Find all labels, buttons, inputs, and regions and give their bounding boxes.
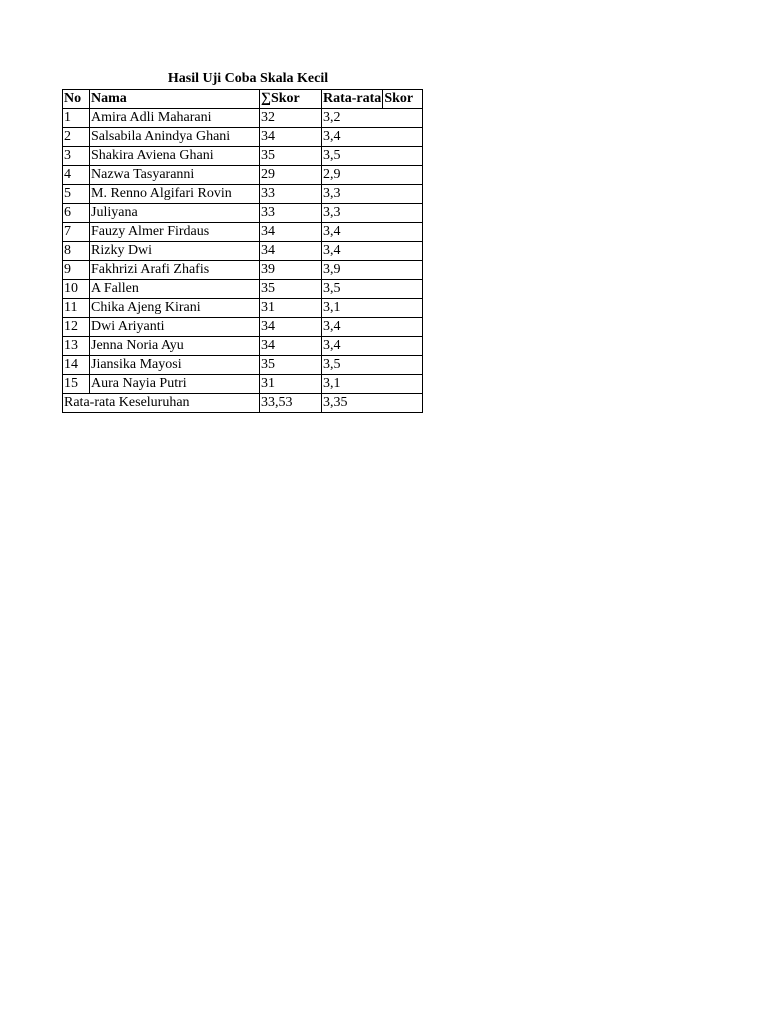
table-row <box>63 147 423 166</box>
row-no: 9 <box>63 261 90 280</box>
row-nama: A Fallen <box>90 280 260 299</box>
row-rata-rata: 3,4 <box>322 242 383 261</box>
table-row <box>63 185 423 204</box>
header-sum-skor: ∑Skor <box>260 90 322 109</box>
row-nama: Aura Nayia Putri <box>90 375 260 394</box>
row-rata-rata: 3,4 <box>322 223 383 242</box>
row-skor-empty <box>383 128 423 147</box>
row-sum-skor: 34 <box>260 318 322 337</box>
row-rata-rata: 3,4 <box>322 318 383 337</box>
row-skor-empty <box>383 375 423 394</box>
row-skor-empty <box>383 223 423 242</box>
row-no: 12 <box>63 318 90 337</box>
table-row <box>63 299 423 318</box>
row-nama: Amira Adli Maharani <box>90 109 260 128</box>
footer-rata-rata: 3,35 <box>322 394 383 413</box>
table-row <box>63 242 423 261</box>
row-sum-skor: 35 <box>260 356 322 375</box>
row-sum-skor: 39 <box>260 261 322 280</box>
row-no: 14 <box>63 356 90 375</box>
table-row <box>63 204 423 223</box>
row-rata-rata: 3,5 <box>322 356 383 375</box>
table-row <box>63 318 423 337</box>
table-row <box>63 109 423 128</box>
row-nama: Jenna Noria Ayu <box>90 337 260 356</box>
row-skor-empty <box>383 261 423 280</box>
row-nama: Rizky Dwi <box>90 242 260 261</box>
row-sum-skor: 35 <box>260 280 322 299</box>
row-no: 5 <box>63 185 90 204</box>
row-skor-empty <box>383 337 423 356</box>
row-no: 7 <box>63 223 90 242</box>
row-no: 1 <box>63 109 90 128</box>
row-rata-rata: 3,2 <box>322 109 383 128</box>
footer-label: Rata-rata Keseluruhan <box>63 394 260 413</box>
row-no: 4 <box>63 166 90 185</box>
row-skor-empty <box>383 280 423 299</box>
row-no: 2 <box>63 128 90 147</box>
row-rata-rata: 2,9 <box>322 166 383 185</box>
table-row <box>63 261 423 280</box>
row-nama: Shakira Aviena Ghani <box>90 147 260 166</box>
footer-row <box>63 394 423 413</box>
row-nama: Juliyana <box>90 204 260 223</box>
row-rata-rata: 3,1 <box>322 375 383 394</box>
table-row <box>63 223 423 242</box>
row-skor-empty <box>383 185 423 204</box>
row-nama: Jiansika Mayosi <box>90 356 260 375</box>
row-sum-skor: 34 <box>260 242 322 261</box>
table-title: Hasil Uji Coba Skala Kecil <box>167 71 329 86</box>
table-row <box>63 375 423 394</box>
row-nama: Dwi Ariyanti <box>90 318 260 337</box>
row-skor-empty <box>383 356 423 375</box>
row-rata-rata: 3,1 <box>322 299 383 318</box>
row-skor-empty <box>383 242 423 261</box>
row-skor-empty <box>383 166 423 185</box>
row-skor-empty <box>383 109 423 128</box>
row-sum-skor: 31 <box>260 375 322 394</box>
row-skor-empty <box>383 299 423 318</box>
row-nama: Fakhrizi Arafi Zhafis <box>90 261 260 280</box>
row-sum-skor: 35 <box>260 147 322 166</box>
row-skor-empty <box>383 147 423 166</box>
row-sum-skor: 33 <box>260 204 322 223</box>
row-skor-empty <box>383 318 423 337</box>
footer-empty-cell <box>383 394 423 413</box>
row-sum-skor: 33 <box>260 185 322 204</box>
row-nama: Salsabila Anindya Ghani <box>90 128 260 147</box>
row-no: 15 <box>63 375 90 394</box>
results-table <box>62 89 423 413</box>
row-sum-skor: 32 <box>260 109 322 128</box>
row-sum-skor: 34 <box>260 223 322 242</box>
header-skor: Skor <box>383 90 423 109</box>
row-nama: Fauzy Almer Firdaus <box>90 223 260 242</box>
row-sum-skor: 34 <box>260 128 322 147</box>
table-body <box>63 109 423 394</box>
row-nama: M. Renno Algifari Rovin <box>90 185 260 204</box>
row-rata-rata: 3,3 <box>322 185 383 204</box>
row-no: 3 <box>63 147 90 166</box>
row-rata-rata: 3,3 <box>322 204 383 223</box>
row-no: 10 <box>63 280 90 299</box>
row-sum-skor: 34 <box>260 337 322 356</box>
footer-sum-skor: 33,53 <box>260 394 322 413</box>
row-rata-rata: 3,5 <box>322 147 383 166</box>
table-row <box>63 356 423 375</box>
row-rata-rata: 3,4 <box>322 337 383 356</box>
row-no: 6 <box>63 204 90 223</box>
header-row <box>63 90 423 109</box>
row-no: 8 <box>63 242 90 261</box>
table-row <box>63 280 423 299</box>
table-row <box>63 337 423 356</box>
row-rata-rata: 3,9 <box>322 261 383 280</box>
row-skor-empty <box>383 204 423 223</box>
row-no: 13 <box>63 337 90 356</box>
header-rata-rata: Rata-rata <box>322 90 383 109</box>
row-no: 11 <box>63 299 90 318</box>
header-no: No <box>63 90 90 109</box>
row-sum-skor: 31 <box>260 299 322 318</box>
row-rata-rata: 3,4 <box>322 128 383 147</box>
row-nama: Chika Ajeng Kirani <box>90 299 260 318</box>
header-nama: Nama <box>90 90 260 109</box>
row-sum-skor: 29 <box>260 166 322 185</box>
table-row <box>63 166 423 185</box>
table-row <box>63 128 423 147</box>
row-nama: Nazwa Tasyaranni <box>90 166 260 185</box>
row-rata-rata: 3,5 <box>322 280 383 299</box>
